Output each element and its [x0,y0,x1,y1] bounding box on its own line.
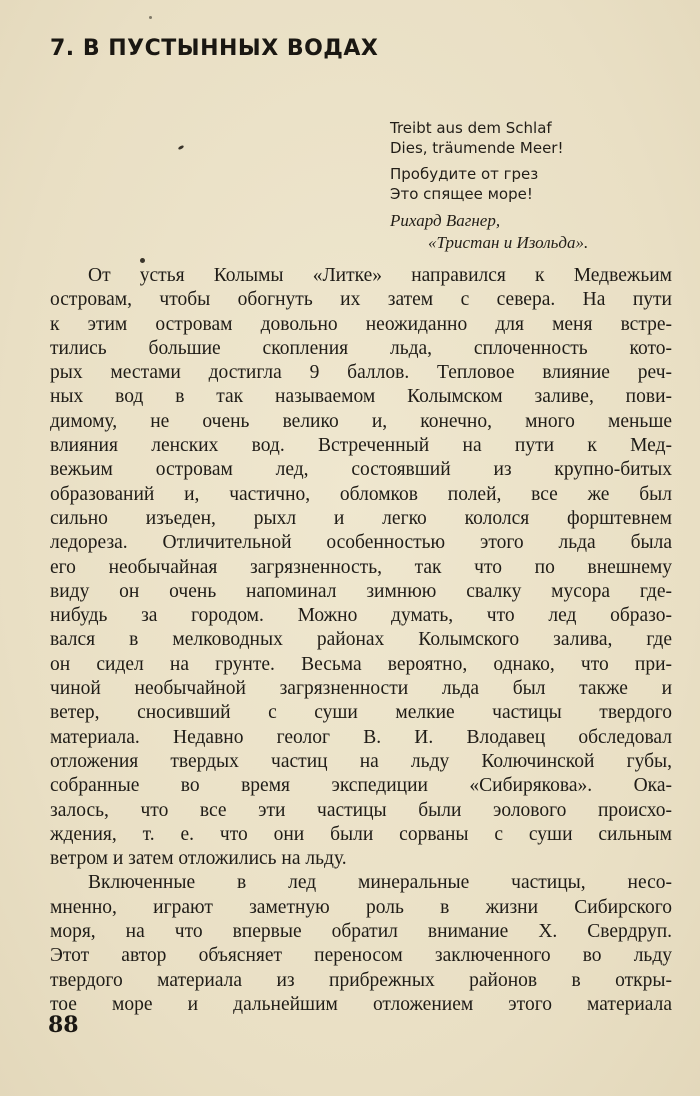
text-line: Включенные в лед минеральные частицы, несо- [88,872,672,894]
epigraph-work: «Тристан и Изольда». [428,233,589,252]
text-line: ждения, т. е. что они были сорваны с суши сильным [50,823,672,845]
text-line: влияния ленских вод. Встреченный на пути к Мед- [50,435,672,457]
text-line: рых местами достигла 9 баллов. Тепловое влияние реч- [50,362,672,384]
text-line: чиной необычайной загрязненности льда был также и [50,678,672,700]
epigraph-line: Это спящее море! [390,185,533,203]
print-speck [140,258,145,263]
text-line: ветер, сносивший с суши мелкие частицы твердого [50,702,672,724]
text-line: сильно изъеден, рыхл и легко кололся форштевнем [50,507,672,529]
text-line: ных вод в так называемом Колымском заливе, пови- [50,386,672,408]
epigraph-author: Рихард Вагнер, [390,211,501,230]
text-line: нибудь за городом. Можно думать, что лед образо- [50,605,672,627]
text-line: материала. Недавно геолог В. И. Влодавец обследовал [50,726,672,748]
text-line: он сидел на грунте. Весьма вероятно, однако, что при- [50,653,672,675]
text-line: вался в мелководных районах Колымского залива, где [50,629,672,651]
text-line: тились большие скопления льда, сплоченность кото- [50,337,672,359]
text-line: виду он очень напоминал зимнюю свалку мусора где- [50,580,672,602]
print-speck [178,145,185,151]
text-line: собранные во время экспедиции «Сибирякова». Ока- [50,775,672,797]
epigraph-line: Пробудите от грез [390,165,539,183]
text-line: твердого материала из прибрежных районов в откры- [50,969,672,991]
text-line: ветром и затем отложились на льду. [50,848,347,870]
text-line: димому, не очень велико и, конечно, много меньше [50,410,672,432]
page-number: 88 [48,1012,79,1038]
text-line: тое море и дальнейшим отложением этого материала [50,993,672,1015]
epigraph-german [390,118,680,158]
text-line: вежьим островам лед, состоявший из крупно-битых [50,459,672,481]
text-line: ледореза. Отличительной особенностью этого льда была [50,532,672,554]
text-line: Этот автор объясняет переносом заключенного во льду [50,945,672,967]
text-line: От устья Колымы «Литке» направился к Медвежьим [88,265,672,286]
text-line: залось, что все эти частицы были эолового происхо- [50,799,672,821]
text-line: отложения твердых частиц на льду Колючинской губы, [50,750,672,772]
text-line: моря, на что впервые обратил внимание Х. Свердруп. [50,921,672,943]
epigraph-russian [390,164,680,204]
text-line: образований и, частично, обломков полей, все же был [50,483,672,505]
body-text [50,264,672,1017]
text-line: мненно, играют заметную роль в жизни Сибирского [50,896,672,918]
text-line: его необычайная загрязненность, так что по внешнему [50,556,672,578]
chapter-heading: 7. В ПУСТЫННЫХ ВОДАХ [50,36,379,61]
epigraph-line: Treibt aus dem Schlaf [390,119,552,137]
text-line: к этим островам довольно неожиданно для меня встре- [50,313,672,335]
text-line: островам, чтобы обогнуть их затем с севера. На пути [50,289,672,311]
print-speck [149,16,152,19]
epigraph-line: Dies, träumende Meer! [390,139,564,157]
epigraph [390,118,680,254]
